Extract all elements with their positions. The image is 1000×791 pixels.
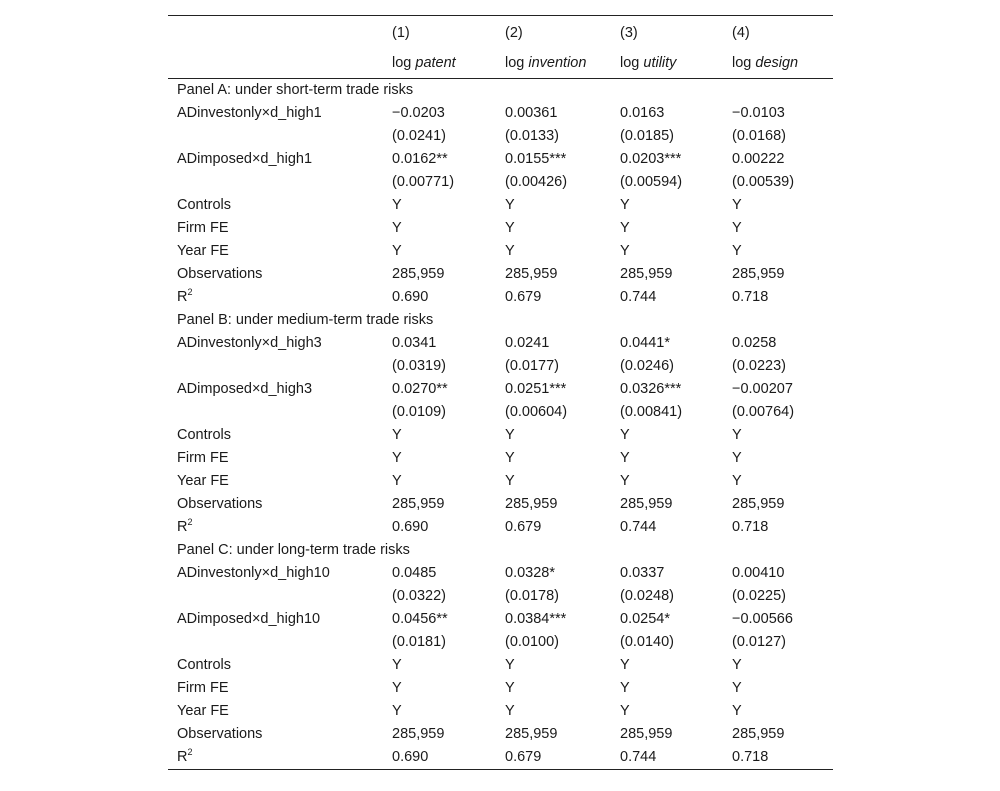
row-label-text: Observations xyxy=(177,266,263,282)
table-cell: −0.0203 xyxy=(392,105,445,121)
table-cell: (0.00604) xyxy=(505,404,568,420)
table-row xyxy=(168,194,833,217)
dep-var-prefix: log xyxy=(392,55,416,71)
row-label-text: Year FE xyxy=(177,703,229,719)
table-cell: −0.00207 xyxy=(732,381,793,397)
table-cell: (0.0178) xyxy=(505,588,560,604)
table-row xyxy=(168,493,833,516)
panel-title-row xyxy=(168,539,833,562)
table-cell: Y xyxy=(392,473,402,489)
table-cell: 0.690 xyxy=(392,289,429,305)
table-cell: Y xyxy=(620,473,630,489)
table-cell: 0.0384*** xyxy=(505,611,567,627)
table-cell: 0.718 xyxy=(732,749,769,765)
table-cell: 285,959 xyxy=(392,266,445,282)
row-label xyxy=(168,401,389,424)
table-cell: (0.0322) xyxy=(392,588,447,604)
panel-title-row xyxy=(168,79,833,103)
table-row xyxy=(168,700,833,723)
dep-var-name: patent xyxy=(415,55,456,71)
row-label xyxy=(168,723,389,746)
table-cell: 0.718 xyxy=(732,289,769,305)
table-cell: Y xyxy=(392,220,402,236)
row-label-text: Firm FE xyxy=(177,220,229,236)
row-label xyxy=(168,562,389,585)
table-row xyxy=(168,401,833,424)
table-row xyxy=(168,240,833,263)
table-cell: 0.0485 xyxy=(392,565,437,581)
table-cell: (0.0223) xyxy=(732,358,787,374)
table-cell: 0.690 xyxy=(392,519,429,535)
table-cell: Y xyxy=(732,657,742,673)
table-row xyxy=(168,562,833,585)
table-cell: 0.0270** xyxy=(392,381,448,397)
table-cell: (0.0177) xyxy=(505,358,560,374)
table-row xyxy=(168,332,833,355)
row-label-text: ADinvestonly×d_high10 xyxy=(177,565,330,581)
table-cell: (0.00539) xyxy=(732,174,795,190)
table-cell: (0.0248) xyxy=(620,588,675,604)
table-cell: Y xyxy=(620,657,630,673)
table-cell: 0.679 xyxy=(505,749,542,765)
table-cell: (0.00841) xyxy=(620,404,683,420)
table-row xyxy=(168,654,833,677)
table-cell: 0.679 xyxy=(505,289,542,305)
table-cell: 0.0251*** xyxy=(505,381,567,397)
row-label xyxy=(168,700,389,723)
table-cell: Y xyxy=(732,680,742,696)
table-row xyxy=(168,171,833,194)
table-cell: Y xyxy=(732,243,742,259)
table-cell: 0.0328* xyxy=(505,565,555,581)
table-cell: 0.00361 xyxy=(505,105,558,121)
row-label-text: R xyxy=(177,519,188,535)
panel-title: Panel B: under medium-term trade risks xyxy=(177,312,434,328)
row-label-text: ADinvestonly×d_high3 xyxy=(177,335,322,351)
row-label-text: Controls xyxy=(177,197,231,213)
row-label-text: Firm FE xyxy=(177,450,229,466)
table-row xyxy=(168,102,833,125)
row-label xyxy=(168,378,389,401)
row-label xyxy=(168,355,389,378)
table-cell: Y xyxy=(505,657,515,673)
row-label xyxy=(168,332,389,355)
table-cell: 285,959 xyxy=(620,496,673,512)
panel-title: Panel C: under long-term trade risks xyxy=(177,542,410,558)
table-cell: 0.679 xyxy=(505,519,542,535)
row-label xyxy=(168,516,389,539)
table-row xyxy=(168,470,833,493)
table-cell: 0.0241 xyxy=(505,335,550,351)
table-cell: (0.0241) xyxy=(392,128,447,144)
dep-var-name: invention xyxy=(528,55,587,71)
row-label-text: ADinvestonly×d_high1 xyxy=(177,105,322,121)
table-cell: Y xyxy=(732,197,742,213)
row-label xyxy=(168,148,389,171)
table-cell: 0.0163 xyxy=(620,105,665,121)
table-cell: (0.00771) xyxy=(392,174,455,190)
table-cell: Y xyxy=(620,220,630,236)
table-cell: Y xyxy=(732,427,742,443)
row-label xyxy=(168,746,389,769)
table-cell: −0.0103 xyxy=(732,105,785,121)
table-cell: Y xyxy=(392,427,402,443)
table-cell: Y xyxy=(505,450,515,466)
row-label-text: ADimposed×d_high10 xyxy=(177,611,321,627)
row-label-text: Controls xyxy=(177,657,231,673)
table-cell: (0.0100) xyxy=(505,634,560,650)
table-cell: 0.0254* xyxy=(620,611,670,627)
table-cell: 0.690 xyxy=(392,749,429,765)
table-cell: (0.0246) xyxy=(620,358,675,374)
table-cell: 0.0203*** xyxy=(620,151,682,167)
table-cell: 0.744 xyxy=(620,749,657,765)
row-label-text: Observations xyxy=(177,726,263,742)
table-cell: Y xyxy=(505,243,515,259)
table-cell: 0.0456** xyxy=(392,611,448,627)
table-cell: 285,959 xyxy=(505,266,558,282)
row-label-text: ADimposed×d_high1 xyxy=(177,151,313,167)
table-row xyxy=(168,286,833,309)
row-label xyxy=(168,631,389,654)
row-label xyxy=(168,654,389,677)
table-cell: (0.0140) xyxy=(620,634,675,650)
row-label-text: ADimposed×d_high3 xyxy=(177,381,313,397)
table-row xyxy=(168,217,833,240)
regression-table-container xyxy=(168,15,833,770)
table-cell: Y xyxy=(732,703,742,719)
table-cell: 0.0155*** xyxy=(505,151,567,167)
table-row xyxy=(168,677,833,700)
table-cell: 285,959 xyxy=(732,496,785,512)
row-label xyxy=(168,263,389,286)
table-cell: Y xyxy=(392,243,402,259)
table-row xyxy=(168,125,833,148)
table-row xyxy=(168,378,833,401)
table-cell: 285,959 xyxy=(505,496,558,512)
table-cell: 0.744 xyxy=(620,519,657,535)
superscript: 2 xyxy=(187,287,193,297)
row-label xyxy=(168,447,389,470)
table-cell: (0.0133) xyxy=(505,128,560,144)
row-label-text: Controls xyxy=(177,427,231,443)
table-cell: 285,959 xyxy=(732,266,785,282)
table-cell: Y xyxy=(620,680,630,696)
table-cell: (0.00426) xyxy=(505,174,568,190)
row-label-text: R xyxy=(177,289,188,305)
row-label xyxy=(168,677,389,700)
table-cell: (0.0185) xyxy=(620,128,675,144)
row-label-text: Year FE xyxy=(177,243,229,259)
table-cell: (0.0109) xyxy=(392,404,447,420)
table-header xyxy=(168,16,833,79)
dep-var-prefix: log xyxy=(620,55,644,71)
table-cell: Y xyxy=(392,197,402,213)
table-cell: 0.00222 xyxy=(732,151,785,167)
table-cell: Y xyxy=(392,450,402,466)
row-label-text: Observations xyxy=(177,496,263,512)
dependent-variable-header xyxy=(617,48,729,79)
table-cell: 285,959 xyxy=(505,726,558,742)
table-cell: Y xyxy=(732,220,742,236)
table-row xyxy=(168,516,833,539)
table-row xyxy=(168,148,833,171)
table-cell: Y xyxy=(505,680,515,696)
dep-var-prefix: log xyxy=(505,55,529,71)
row-label xyxy=(168,608,389,631)
table-cell: Y xyxy=(620,427,630,443)
regression-table xyxy=(168,16,833,769)
row-label-text: Firm FE xyxy=(177,680,229,696)
table-cell: Y xyxy=(505,197,515,213)
table-row xyxy=(168,723,833,746)
column-number: (3) xyxy=(620,25,638,41)
row-label xyxy=(168,125,389,148)
row-label xyxy=(168,194,389,217)
table-row xyxy=(168,608,833,631)
table-cell: (0.0225) xyxy=(732,588,787,604)
table-cell: 285,959 xyxy=(732,726,785,742)
row-label xyxy=(168,102,389,125)
dep-var-name: utility xyxy=(643,55,677,71)
table-cell: (0.0168) xyxy=(732,128,787,144)
table-row xyxy=(168,263,833,286)
row-label xyxy=(168,240,389,263)
table-cell: 0.0441* xyxy=(620,335,670,351)
table-cell: 285,959 xyxy=(620,266,673,282)
table-cell: Y xyxy=(620,703,630,719)
table-cell: 285,959 xyxy=(392,726,445,742)
table-row xyxy=(168,585,833,608)
panel-title: Panel A: under short-term trade risks xyxy=(177,82,414,98)
table-cell: 0.0162** xyxy=(392,151,448,167)
table-cell: 0.744 xyxy=(620,289,657,305)
table-body xyxy=(168,79,833,770)
table-cell: 285,959 xyxy=(620,726,673,742)
table-row xyxy=(168,631,833,654)
table-row xyxy=(168,447,833,470)
table-cell: 0.0337 xyxy=(620,565,665,581)
table-cell: 285,959 xyxy=(392,496,445,512)
dep-var-name: design xyxy=(755,55,799,71)
table-row xyxy=(168,746,833,769)
table-cell: 0.0326*** xyxy=(620,381,682,397)
dependent-variable-row xyxy=(168,48,833,79)
table-cell: Y xyxy=(732,450,742,466)
column-number-row xyxy=(168,16,833,48)
column-number: (1) xyxy=(392,25,410,41)
row-label xyxy=(168,171,389,194)
table-cell: 0.718 xyxy=(732,519,769,535)
column-number: (4) xyxy=(732,25,750,41)
column-number: (2) xyxy=(505,25,523,41)
dependent-variable-header xyxy=(502,48,617,79)
table-cell: Y xyxy=(505,220,515,236)
row-label xyxy=(168,585,389,608)
table-cell: Y xyxy=(392,657,402,673)
table-cell: Y xyxy=(505,473,515,489)
row-label xyxy=(168,493,389,516)
table-cell: Y xyxy=(620,450,630,466)
table-cell: Y xyxy=(620,197,630,213)
table-cell: Y xyxy=(392,703,402,719)
table-cell: Y xyxy=(732,473,742,489)
dependent-variable-header xyxy=(729,48,833,79)
table-cell: (0.0319) xyxy=(392,358,447,374)
table-cell: Y xyxy=(505,703,515,719)
table-cell: (0.00764) xyxy=(732,404,795,420)
table-cell: 0.00410 xyxy=(732,565,785,581)
table-cell: 0.0341 xyxy=(392,335,437,351)
dependent-variable-header xyxy=(389,48,502,79)
superscript: 2 xyxy=(187,517,193,527)
row-label xyxy=(168,470,389,493)
row-label xyxy=(168,286,389,309)
table-cell: (0.00594) xyxy=(620,174,683,190)
table-row xyxy=(168,355,833,378)
table-cell: Y xyxy=(392,680,402,696)
panel-title-row xyxy=(168,309,833,332)
header-empty-cell xyxy=(168,16,389,48)
superscript: 2 xyxy=(187,747,193,757)
row-label-text: Year FE xyxy=(177,473,229,489)
header-empty-cell xyxy=(168,48,389,79)
dep-var-prefix: log xyxy=(732,55,756,71)
row-label xyxy=(168,217,389,240)
table-cell: −0.00566 xyxy=(732,611,793,627)
table-cell: Y xyxy=(505,427,515,443)
table-cell: 0.0258 xyxy=(732,335,777,351)
table-cell: (0.0127) xyxy=(732,634,787,650)
table-cell: (0.0181) xyxy=(392,634,447,650)
table-cell: Y xyxy=(620,243,630,259)
table-row xyxy=(168,424,833,447)
row-label-text: R xyxy=(177,749,188,765)
row-label xyxy=(168,424,389,447)
